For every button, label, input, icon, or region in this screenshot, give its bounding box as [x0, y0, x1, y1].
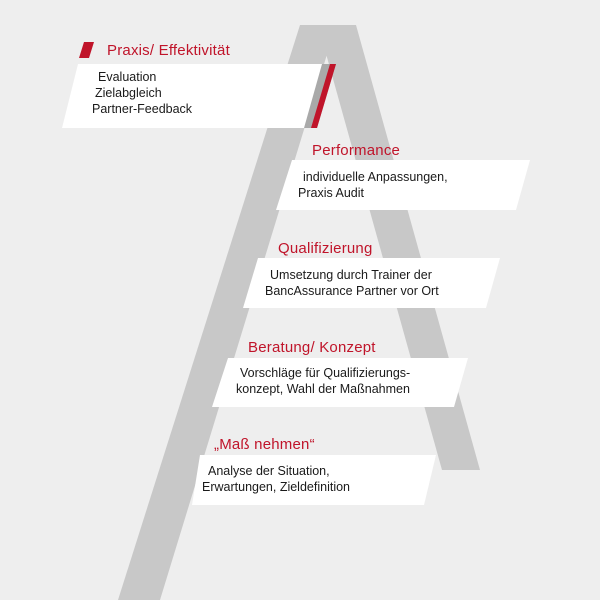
step-line-partner: BancAssurance Partner vor Ort: [265, 284, 439, 298]
step-title-qualifizierung: Qualifizierung: [278, 240, 373, 257]
step-title-beratung: Beratung/ Konzept: [248, 339, 376, 356]
title-red-marker: [79, 42, 94, 58]
step-card-3: [243, 258, 500, 308]
step-line-analyse: Analyse der Situation,: [208, 464, 330, 478]
step-line-konzept: konzept, Wahl der Maßnahmen: [236, 382, 410, 396]
step-line-vorschlaege: Vorschläge für Qualifizierungs-: [240, 366, 411, 380]
step-line-praxis-audit: Praxis Audit: [298, 186, 365, 200]
step-line-erwartungen: Erwartungen, Zieldefinition: [202, 480, 350, 494]
step-line-umsetzung: Umsetzung durch Trainer der: [270, 268, 432, 282]
step-title-mass-nehmen: „Maß nehmen“: [214, 436, 315, 453]
step-card-2: [276, 160, 530, 210]
step-line-evaluation: Evaluation: [98, 70, 157, 84]
step-line-partner-feedback: Partner-Feedback: [92, 102, 193, 116]
step-line-zielabgleich: Zielabgleich: [95, 86, 162, 100]
step-title-praxis: Praxis/ Effektivität: [107, 42, 230, 59]
step-line-anpassungen: individuelle Anpassungen,: [303, 170, 448, 184]
step-title-performance: Performance: [312, 142, 401, 159]
